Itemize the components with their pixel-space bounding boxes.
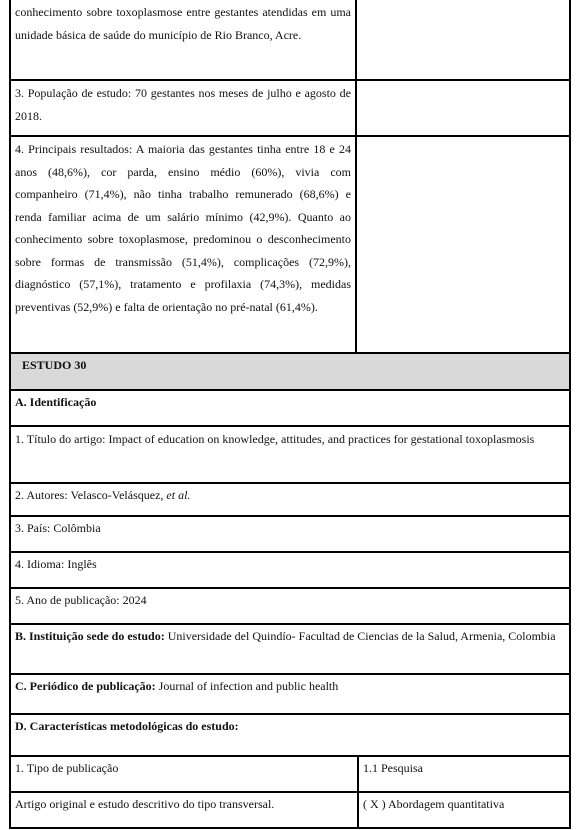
design-text: Artigo original e estudo descritivo do tipo transversal.	[15, 797, 275, 811]
population-row	[9, 79, 357, 137]
approach-cell	[357, 791, 571, 829]
section-d-title: D. Características metodológicas do estudo:	[15, 719, 239, 733]
approach-text: ( X ) Abordagem quantitativa	[363, 797, 505, 811]
study-header-text: ESTUDO 30	[22, 358, 87, 372]
journal-label: C. Periódico de publicação:	[15, 679, 156, 693]
institution-value: Universidade del Quindío- Facultad de Ciencias de la Salud, Armenia, Colombia	[164, 629, 556, 643]
study-header	[9, 352, 571, 391]
institution-row	[9, 623, 571, 675]
journal-row	[9, 673, 571, 715]
empty-cell	[355, 135, 571, 354]
authors-etal: et al.	[166, 488, 191, 502]
language-text: 4. Idioma: Inglês	[15, 557, 97, 571]
pub-type-label: 1. Tipo de publicação	[15, 761, 119, 775]
authors-text: 2. Autores: Velasco-Velásquez,	[15, 488, 167, 502]
country-text: 3. País: Colômbia	[15, 521, 101, 535]
pub-type-right	[357, 755, 571, 793]
objective-text: conhecimento sobre toxoplasmose entre gestantes atendidas em uma unidade básica de saúde do município de Rio Branco, Acre.	[15, 5, 351, 42]
authors-row	[9, 482, 571, 517]
institution-label: B. Instituição sede do estudo:	[15, 629, 165, 643]
empty-cell	[355, 79, 571, 137]
article-title-text: 1. Título do artigo: Impact of education on knowledge, attitudes, and practices for gestational toxoplasmosis	[15, 432, 535, 446]
pub-type-row	[9, 755, 359, 793]
language-row	[9, 551, 571, 589]
journal-value: Journal of infection and public health	[155, 679, 339, 693]
results-text: 4. Principais resultados: A maioria das gestantes tinha entre 18 e 24 anos (48,6%), cor parda, ensino médio (60%), vivia com companheiro (71,4%), não tinha trabalho remunerado (68,6%) e renda familiar acima de um salário mínimo (42,9%). Quanto ao conhecimento sobre toxoplasmose, predominou o desconhecimento sobre formas de transmissão (51,4%), complicações (72,9%), diagnóstico (57,1%), tratamento e profilaxia (74,3%), medidas preventivas (52,9%) e falta de orientação no pré-natal (61,4%).	[15, 142, 351, 314]
section-a-title: A. Identificação	[15, 395, 97, 409]
article-title-row	[9, 425, 571, 484]
country-row	[9, 515, 571, 553]
year-row	[9, 587, 571, 625]
results-row	[9, 135, 357, 354]
results-row-objective	[9, 0, 357, 81]
design-row	[9, 791, 359, 829]
empty-cell	[355, 0, 571, 81]
year-text: 5. Ano de publicação: 2024	[15, 593, 147, 607]
population-text: 3. População de estudo: 70 gestantes nos meses de julho e agosto de 2018.	[15, 86, 351, 123]
pub-type-research: 1.1 Pesquisa	[363, 761, 423, 775]
section-a	[9, 389, 571, 427]
section-d	[9, 713, 571, 757]
